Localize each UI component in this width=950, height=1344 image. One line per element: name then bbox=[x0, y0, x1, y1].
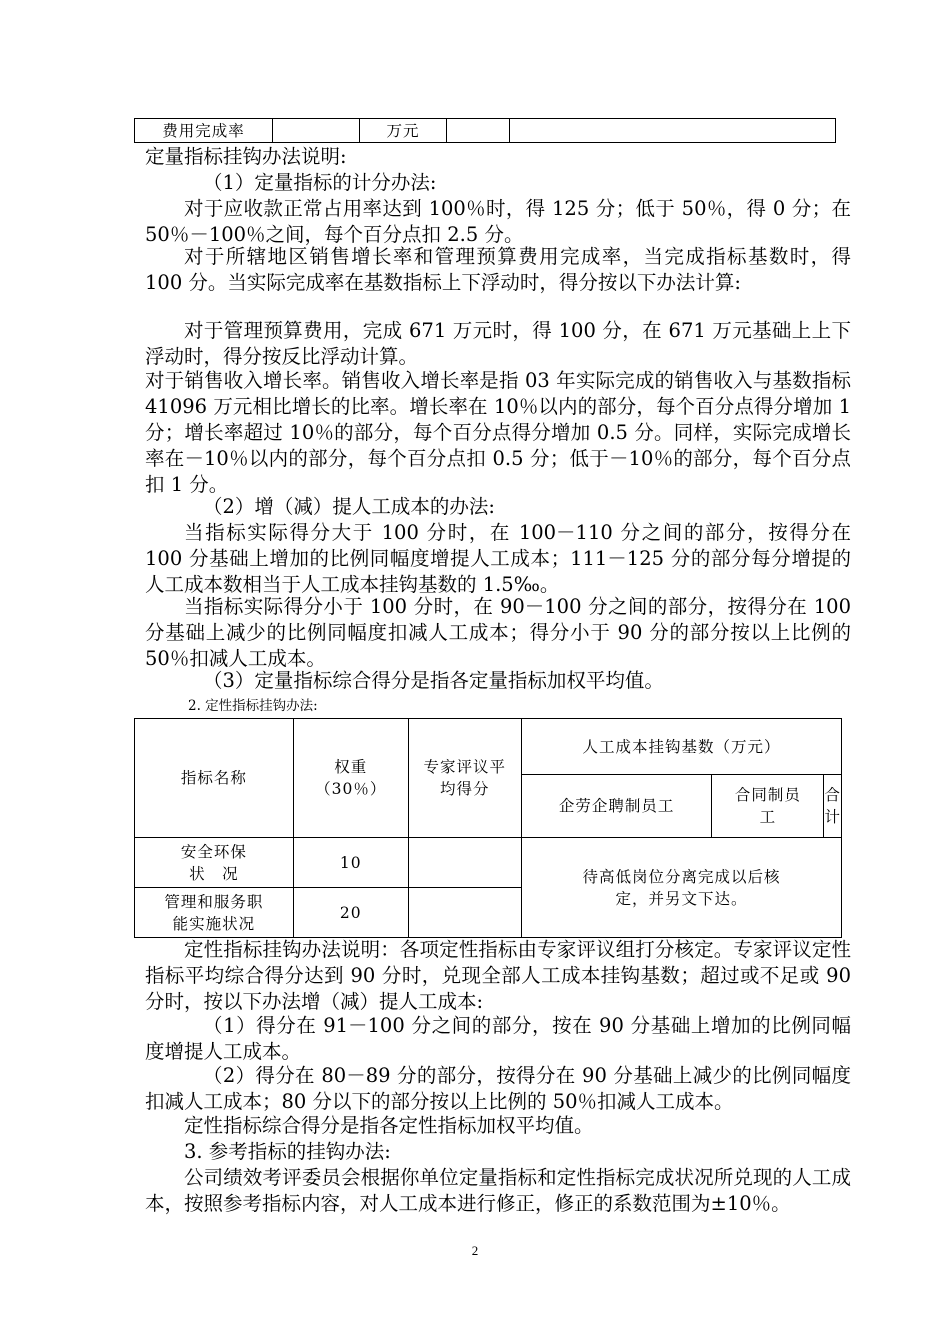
section2-p4: 定性指标综合得分是指各定性指标加权平均值。 bbox=[184, 1114, 594, 1137]
top-table-cell-unit: 万元 bbox=[360, 119, 447, 143]
row-weight: 10 bbox=[293, 838, 408, 888]
top-table-cell bbox=[273, 119, 360, 143]
col-expert-header: 专家评议平均得分 bbox=[408, 719, 521, 838]
top-table-cell bbox=[447, 119, 510, 143]
section1-p5: 对于销售收入增长率。销售收入增长率是指 03 年实际完成的销售收入与基数指标 41096 万元相比增长的比率。增长率在 10％以内的部分，每个百分点得分增加 1 分；增长率超过 10％的部分，每个百分点得分增加 0.5 分。同样，实际完成增长率在－10％以内的部分，每个百分点扣 0.5 分；低于－10％的部分，每个百分点扣 1 分。 bbox=[145, 369, 851, 496]
qualitative-table bbox=[134, 718, 842, 938]
page-number: 2 bbox=[471, 1243, 479, 1258]
sub-col-total: 合计 bbox=[824, 775, 842, 838]
row-expert-score bbox=[408, 838, 521, 888]
section2-heading: 2. 定性指标挂钩办法: bbox=[188, 698, 318, 714]
row-weight: 20 bbox=[293, 888, 408, 938]
section1-p1: （1）定量指标的计分办法: bbox=[203, 171, 437, 194]
section1-p9: （3）定量指标综合得分是指各定量指标加权平均值。 bbox=[203, 669, 664, 692]
section1-p8: 当指标实际得分小于 100 分时，在 90－100 分之间的部分，按得分在 100 分基础上减少的比例同幅度扣减人工成本；得分小于 90 分的部分按以上比例的 50％扣减人工成本。 bbox=[145, 595, 851, 670]
sub-col-enterprise: 企劳企聘制员工 bbox=[521, 775, 711, 838]
section3-p1: 公司绩效考评委员会根据你单位定量指标和定性指标完成状况所兑现的人工成本，按照参考指标内容，对人工成本进行修正，修正的系数范围为±10％。 bbox=[145, 1166, 851, 1215]
col-weight-header: 权重（30％） bbox=[293, 719, 408, 838]
section1-p2: 对于应收款正常占用率达到 100％时，得 125 分；低于 50％，得 0 分；在 50％－100％之间，每个百分点扣 2.5 分。 bbox=[145, 197, 851, 246]
col-indicator-header: 指标名称 bbox=[135, 719, 294, 838]
section2-p3: （2）得分在 80－89 分的部分，按得分在 90 分基础上减少的比例同幅度扣减人工成本；80 分以下的部分按以上比例的 50％扣减人工成本。 bbox=[145, 1064, 851, 1113]
row-indicator-name: 管理和服务职能实施状况 bbox=[135, 888, 294, 938]
section1-p3: 对于所辖地区销售增长率和管理预算费用完成率，当完成指标基数时，得 100 分。当实际完成率在基数指标上下浮动时，得分按以下办法计算: bbox=[145, 245, 851, 294]
top-table-cell bbox=[510, 119, 836, 143]
section3-heading: 3. 参考指标的挂钩办法: bbox=[184, 1140, 391, 1163]
section2-p2: （1）得分在 91－100 分之间的部分，按在 90 分基础上增加的比例同幅度增提人工成本。 bbox=[145, 1014, 851, 1063]
top-table-cell-label: 费用完成率 bbox=[135, 119, 273, 143]
section2-p1: 定性指标挂钩办法说明：各项定性指标由专家评议组打分核定。专家评议定性指标平均综合得分达到 90 分时，兑现全部人工成本挂钩基数；超过或不足或 90 分时，按以下办法增（减）提人工成本: bbox=[145, 938, 851, 1013]
section1-p7: 当指标实际得分大于 100 分时，在 100－110 分之间的部分，按得分在 100 分基础上增加的比例同幅度增提人工成本；111－125 分的部分每分增提的人工成本数相当于人工成本挂钩基数的 1.5‰。 bbox=[145, 521, 851, 596]
section1-p6: （2）增（减）提人工成本的办法: bbox=[203, 495, 495, 518]
merged-note: 待高低岗位分离完成以后核定，并另文下达。 bbox=[521, 838, 841, 938]
row-indicator-name: 安全环保 状 况 bbox=[135, 838, 294, 888]
row-expert-score bbox=[408, 888, 521, 938]
sub-col-contract: 合同制员工 bbox=[712, 775, 824, 838]
section1-p4: 对于管理预算费用，完成 671 万元时，得 100 分，在 671 万元基础上上下浮动时，得分按反比浮动计算。 bbox=[145, 319, 851, 368]
top-table bbox=[134, 118, 836, 143]
section1-heading: 定量指标挂钩办法说明: bbox=[145, 145, 347, 168]
col-base-header: 人工成本挂钩基数（万元） bbox=[521, 719, 841, 775]
